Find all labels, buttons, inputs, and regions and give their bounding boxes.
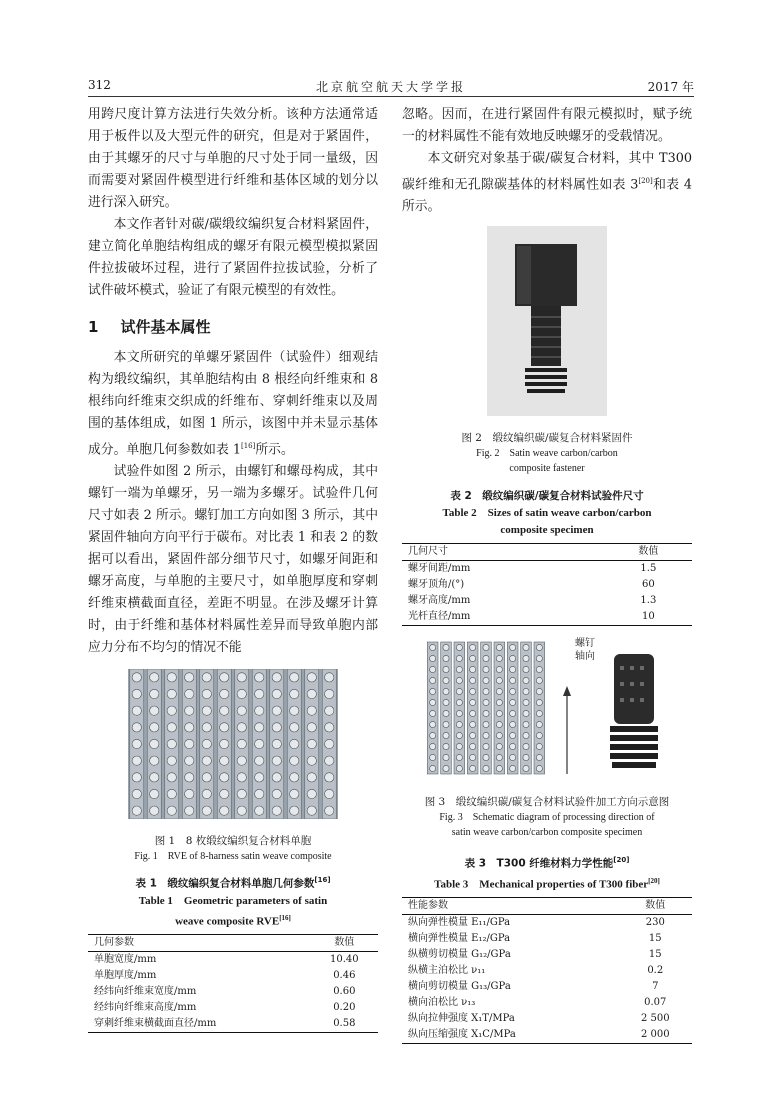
table-row <box>402 561 692 578</box>
table-cell: 2 500 <box>640 1013 670 1025</box>
section-number: 1 <box>88 318 99 336</box>
citation: [20] <box>638 177 653 185</box>
page-number: 312 <box>88 78 111 92</box>
figure-1-weave-rve <box>128 669 338 819</box>
table-cell: 10 <box>605 609 692 626</box>
table-1-caption-en <box>88 893 378 910</box>
figure-1-caption-cn: 图 1 8 枚缎纹编织复合材料单胞 <box>154 835 312 848</box>
table-header: 数值 <box>619 898 692 915</box>
table-cell: 0.60 <box>333 986 356 998</box>
table-row <box>402 577 692 593</box>
section-heading <box>88 316 378 337</box>
table-cell: 7 <box>652 981 659 993</box>
table-3-caption-en <box>402 873 692 894</box>
figure-3-caption-cn: 图 3 缎纹编织碳/碳复合材料试验件加工方向示意图 <box>424 796 670 809</box>
section-title: 试件基本属性 <box>120 318 211 336</box>
table-row <box>402 609 692 626</box>
table-cell: 横向剪切模量 G₁₃/GPa <box>408 981 511 993</box>
paragraph-text: 本文所研究的单螺牙紧固件（试验件）细观结构为缎纹编织，其单胞结构由 8 根经向纤维束和 8 根纬向纤维束交织成的纤维布、穿刺纤维束以及周围的基体组成，如图 1 所示，该图中并未显示基体成分。单胞几何参数如表 1 <box>88 350 378 458</box>
table-1 <box>88 934 378 1033</box>
paragraph: 忽略。因而，在进行紧固件有限元模拟时，赋予统一的材料属性不能有效地反映螺牙的受载情况。 <box>402 107 692 144</box>
table-row <box>88 1016 378 1033</box>
table-cell: 经纬向纤维束高度/mm <box>94 1002 197 1014</box>
table-cell: 10.40 <box>330 954 359 966</box>
paragraph <box>402 148 692 218</box>
table-header: 性能参数 <box>402 898 619 915</box>
table-row <box>88 1000 378 1016</box>
table-cell: 螺牙顶角/(°) <box>408 579 465 591</box>
table-row <box>402 1027 692 1044</box>
citation: [16] <box>240 442 256 450</box>
table-row <box>402 1011 692 1027</box>
table-1-caption-en <box>88 910 378 931</box>
table-cell: 经纬向纤维束宽度/mm <box>94 986 197 998</box>
table-row <box>402 931 692 947</box>
citation: [20] <box>613 856 630 865</box>
table-2-caption-en: composite specimen <box>500 524 594 537</box>
journal-title: 北京航空航天大学学报 <box>315 80 466 94</box>
table-cell: 15 <box>648 949 662 961</box>
left-column <box>88 104 378 1033</box>
table-cell: 横向弹性模量 E₁₂/GPa <box>408 933 511 945</box>
table-cell: 单胞宽度/mm <box>94 954 157 966</box>
table-cell: 螺牙高度/mm <box>408 595 471 607</box>
caption-text: 表 1 缎纹编织复合材料单胞几何参数 <box>135 877 315 890</box>
table-cell: 230 <box>645 917 665 929</box>
table-cell: 0.07 <box>644 997 667 1009</box>
table-3-caption-cn <box>402 852 692 873</box>
paragraph <box>88 347 378 461</box>
caption-text: 表 3 T300 纤维材料力学性能 <box>464 857 614 870</box>
fig3-axis-label: 螺钉 <box>575 638 595 650</box>
table-cell: 纵横剪切模量 G₁₂/GPa <box>408 949 511 961</box>
caption-text: Table 3 Mechanical properties of T300 fiber <box>434 878 649 891</box>
table-row <box>402 915 692 932</box>
table-header: 几何尺寸 <box>402 544 605 561</box>
fig3-axis-label: 轴向 <box>575 651 595 663</box>
table-cell: 0.58 <box>311 1016 378 1033</box>
table-row <box>88 968 378 984</box>
table-3 <box>402 897 692 1044</box>
caption-text: weave composite RVE <box>175 915 280 928</box>
running-header <box>88 78 694 97</box>
table-cell: 15 <box>648 933 662 945</box>
figure-2-caption-cn: 图 2 缎纹编织碳/碳复合材料紧固件 <box>461 432 633 445</box>
table-2-caption-en: Table 2 Sizes of satin weave carbon/carbon <box>442 507 652 520</box>
table-cell: 纵横主泊松比 ν₁₁ <box>408 965 486 977</box>
paragraph: 本文作者针对碳/碳缎纹编织复合材料紧固件，建立简化单胞结构组成的螺牙有限元模型模拟紧固件拉拔破坏过程，进行了紧固件拉拔试验，分析了试件破坏模式，验证了有限元模型的有效性。 <box>88 217 378 298</box>
table-cell: 横向泊松比 ν₁₃ <box>408 997 476 1009</box>
right-column <box>402 104 692 1044</box>
paragraph-text: 所示。 <box>255 442 294 458</box>
figure-2-caption-en: Fig. 2 Satin weave carbon/carbon <box>476 448 618 460</box>
table-cell: 纵向拉伸强度 X₁T/MPa <box>408 1013 515 1025</box>
table-row <box>402 947 692 963</box>
table-cell: 穿刺纤维束横截面直径/mm <box>88 1016 311 1033</box>
table-1-caption-cn <box>88 872 378 893</box>
citation: [16] <box>314 876 331 885</box>
figure-3-caption-en: satin weave carbon/carbon composite specimen <box>451 827 643 839</box>
table-row <box>402 593 692 609</box>
table-cell: 纵向压缩强度 X₁C/MPa <box>402 1027 619 1044</box>
figure-3-processing-direction <box>422 634 672 784</box>
paragraph-text: 本文研究对象基于碳/碳复合材料，其中 T300 碳纤维和无孔隙碳基体的材料属性如表 3 <box>402 151 692 193</box>
table-2 <box>402 543 692 626</box>
table-cell: 1.5 <box>640 563 657 575</box>
paragraph: 试验件如图 2 所示，由螺钉和螺母构成，其中螺钉一端为单螺牙，另一端为多螺牙。试验件几何尺寸如表 2 所示。螺钉加工方向如图 3 所示，其中紧固件轴向方向平行于碳布。对比表 1 和表 2 的数据可以看出，紧固件部分细节尺寸，如螺牙间距和螺牙高度，与单胞的主要尺寸，如单胞厚度和穿刺纤维束横截面直径，差距不明显。在涉及螺牙计算时，由于纤维和基体材料属性差异而导致单胞内部应力分布不均匀的情况不能 <box>88 464 378 656</box>
table-header: 几何参数 <box>88 935 311 952</box>
table-cell: 1.3 <box>640 595 657 607</box>
figure-2-fastener-photo <box>487 226 607 416</box>
table-cell: 螺牙间距/mm <box>408 563 471 575</box>
table-cell: 2 000 <box>619 1027 692 1044</box>
figure-1-caption-en: Fig. 1 RVE of 8-harness satin weave composite <box>134 851 332 863</box>
table-cell: 0.20 <box>333 1002 356 1014</box>
table-cell: 60 <box>642 579 655 591</box>
table-cell: 0.46 <box>333 970 356 982</box>
table-row <box>88 984 378 1000</box>
table-row <box>402 963 692 979</box>
citation: [16] <box>279 913 291 922</box>
figure-2-caption-en: composite fastener <box>509 463 585 475</box>
citation: [20] <box>648 876 660 885</box>
table-row <box>402 995 692 1011</box>
table-cell: 单胞厚度/mm <box>94 970 157 982</box>
table-2-caption-cn: 表 2 缎纹编织碳/碳复合材料试验件尺寸 <box>450 490 644 503</box>
table-row <box>88 952 378 969</box>
paragraph: 用跨尺度计算方法进行失效分析。该种方法通常适用于板件以及大型元件的研究，但是对于紧固件，由于其螺牙的尺寸与单胞的尺寸处于同一量级，因而需要对紧固件模型进行纤维和基体区域的划分以进行深入研究。 <box>88 107 378 210</box>
caption-text: Table 1 Geometric parameters of satin <box>138 894 328 907</box>
year: 2017 年 <box>647 80 694 94</box>
table-header: 数值 <box>311 935 378 952</box>
table-cell: 0.2 <box>647 965 664 977</box>
table-row <box>402 979 692 995</box>
table-header: 数值 <box>605 544 692 561</box>
table-cell: 光杆直径/mm <box>402 609 605 626</box>
figure-3-caption-en: Fig. 3 Schematic diagram of processing direction of <box>439 812 655 824</box>
table-cell: 纵向弹性模量 E₁₁/GPa <box>408 917 511 929</box>
paragraph-text: 和表 4所示。 <box>402 177 692 215</box>
